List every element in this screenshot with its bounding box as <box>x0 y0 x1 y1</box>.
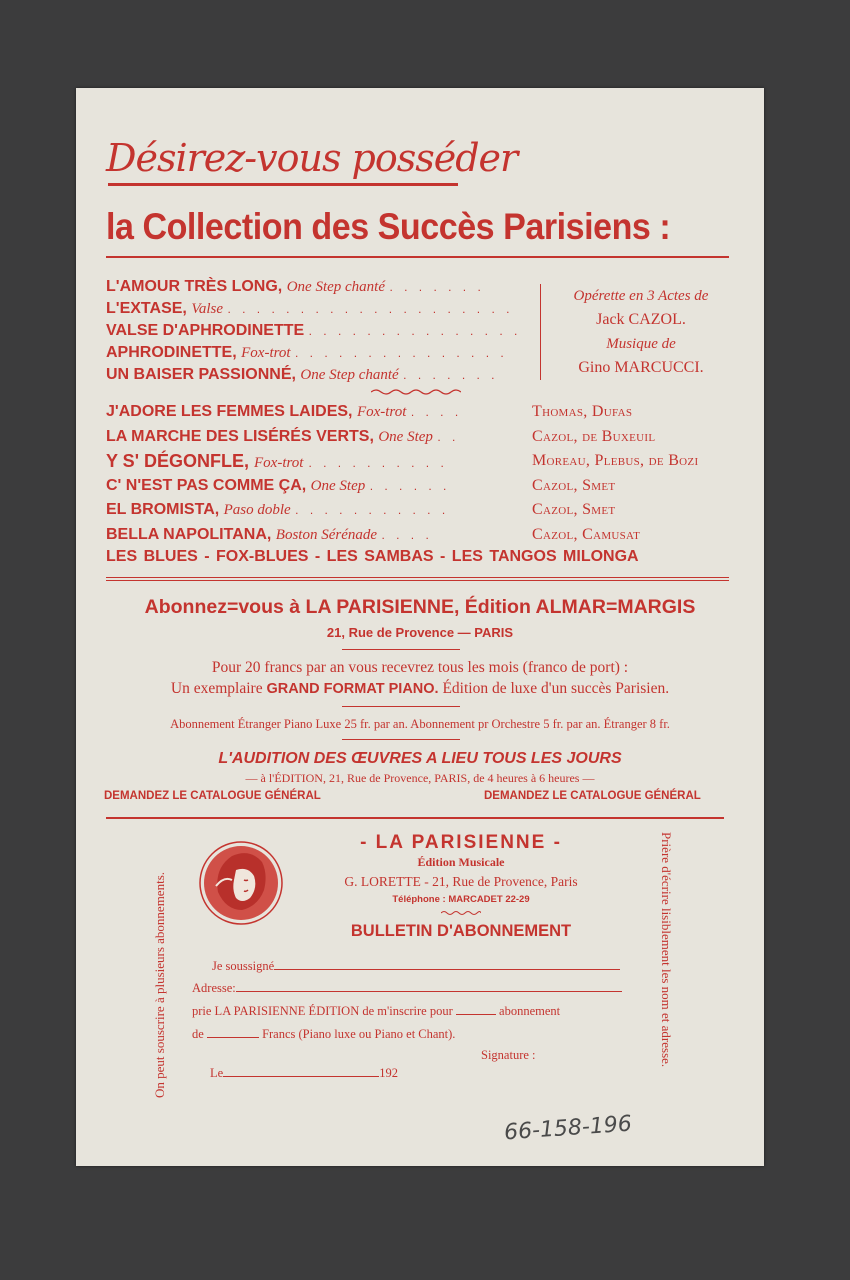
signature-label: Signature : <box>481 1048 536 1062</box>
francs-row <box>192 1027 455 1042</box>
subscription-address: 21, Rue de Provence — PARIS <box>326 625 514 640</box>
subscription-heading: Abonnez=vous à LA PARISIENNE, Édition ALMAR=MARGIS <box>144 596 696 618</box>
title-underline <box>108 183 458 186</box>
script-title: Désirez-vous posséder <box>106 136 518 180</box>
divider <box>342 649 460 650</box>
operetta-info <box>546 284 736 380</box>
archive-number: 66-158-196 <box>503 1111 633 1146</box>
genres-line: LES BLUES - FOX-BLUES - LES SAMBAS - LES TANGOS MILONGA <box>106 548 639 565</box>
right-vertical-note: Prière d'écrire lisiblement les nom et adresse. <box>659 832 674 1068</box>
list-item: C' N'EST PAS COMME ÇA, One Step . . . . . . Cazol, Smet <box>106 476 616 494</box>
song-credit: Cazol, de Buxeuil <box>532 427 656 445</box>
date-field[interactable] <box>223 1066 379 1077</box>
foreign-subscription: Abonnement Étranger Piano Luxe 25 fr. par an. Abonnement pr Orchestre 5 fr. par an. Étranger 8 fr. <box>170 717 670 731</box>
year-label: 192 <box>379 1066 398 1080</box>
address-field[interactable] <box>236 981 622 992</box>
song-credit: Cazol, Camusat <box>532 525 641 543</box>
date-row <box>210 1066 398 1081</box>
bulletin-heading: BULLETIN D'ABONNEMENT <box>350 922 572 940</box>
list-item: EL BROMISTA, Paso doble . . . . . . . . . . . Cazol, Smet <box>106 501 616 518</box>
soussigne-label: Je soussigné <box>212 959 275 973</box>
adresse-row <box>192 981 622 996</box>
song-list <box>106 401 736 548</box>
audition-heading: L'AUDITION DES ŒUVRES A LIEU TOUS LES JOURS <box>218 750 622 767</box>
double-rule-bottom <box>106 580 729 581</box>
francs-label: Francs (Piano luxe ou Piano et Chant). <box>262 1027 456 1041</box>
main-title: la Collection des Succès Parisiens : <box>106 206 671 247</box>
offer-line-2 <box>76 680 764 698</box>
lady-portrait-logo <box>198 840 284 926</box>
sheet-music-advertisement <box>76 88 764 1166</box>
bulletin-brand: - LA PARISIENNE - <box>360 832 562 853</box>
de-label: de <box>192 1027 204 1041</box>
double-rule-top <box>106 577 729 578</box>
offer-text: Édition de luxe d'un succès Parisien. <box>442 680 670 697</box>
bulletin-edition: Édition Musicale <box>417 855 505 869</box>
header-rule <box>106 256 729 258</box>
wavy-ornament <box>371 388 461 396</box>
catalogue-right: DEMANDEZ LE CATALOGUE GÉNÉRAL <box>484 790 701 802</box>
song-credit: Cazol, Smet <box>532 501 616 518</box>
list-item: L'EXTASE, Valse . . . . . . . . . . . . . . . . . . . . <box>106 300 514 317</box>
operetta-author: Jack CAZOL. <box>596 311 686 328</box>
music-label: Musique de <box>606 336 676 352</box>
divider <box>342 739 460 740</box>
bulletin-publisher: G. LORETTE - 21, Rue de Provence, Paris <box>344 874 578 889</box>
prie-label: prie LA PARISIENNE ÉDITION de m'inscrire pour <box>192 1004 453 1018</box>
list-item: APHRODINETTE, Fox-trot . . . . . . . . . . . . . . . <box>106 344 508 361</box>
list-item: Y S' DÉGONFLE, Fox-trot . . . . . . . . . . Moreau, Plebus, de Bozi <box>106 451 699 471</box>
list-item: LA MARCHE DES LISÉRÉS VERTS, One Step . . Cazol, de Buxeuil <box>106 427 656 445</box>
adresse-label: Adresse: <box>192 981 236 995</box>
list-item: UN BAISER PASSIONNÉ, One Step chanté . . . . . . . <box>106 366 499 383</box>
soussigne-row <box>212 959 620 974</box>
prie-row <box>192 1004 560 1019</box>
name-field[interactable] <box>274 959 620 970</box>
left-vertical-note: On peut souscrire à plusieurs abonnements. <box>152 871 167 1098</box>
operetta-label: Opérette en 3 Actes de <box>573 288 709 304</box>
operetta-song-list <box>106 276 521 386</box>
operetta-bracket <box>540 284 541 380</box>
list-item: VALSE D'APHRODINETTE . . . . . . . . . . . . . . . <box>106 322 522 339</box>
offer-line-1: Pour 20 francs par an vous recevrez tous les mois (franco de port) : <box>211 659 629 676</box>
section-rule <box>106 817 724 819</box>
list-item: BELLA NAPOLITANA, Boston Sérénade . . . . Cazol, Camusat <box>106 525 641 543</box>
list-item: L'AMOUR TRÈS LONG, One Step chanté . . . . . . . <box>106 278 485 295</box>
wavy-ornament <box>441 910 481 916</box>
composer: Gino MARCUCCI. <box>578 359 704 376</box>
offer-text: Un exemplaire <box>170 680 263 697</box>
audition-detail: — à l'ÉDITION, 21, Rue de Provence, PARIS, de 4 heures à 6 heures — <box>245 771 595 785</box>
offer-format: GRAND FORMAT PIANO. <box>266 681 439 697</box>
list-item: J'ADORE LES FEMMES LAIDES, Fox-trot . . . . Thomas, Dufas <box>106 403 633 420</box>
song-credit: Moreau, Plebus, de Bozi <box>532 452 699 469</box>
divider <box>342 706 460 707</box>
amount-field[interactable] <box>207 1027 259 1038</box>
quantity-field[interactable] <box>456 1004 496 1015</box>
song-credit: Thomas, Dufas <box>532 403 633 420</box>
le-label: Le <box>210 1066 224 1080</box>
song-credit: Cazol, Smet <box>532 476 616 494</box>
bulletin-phone: Téléphone : MARCADET 22-29 <box>392 894 530 905</box>
catalogue-left: DEMANDEZ LE CATALOGUE GÉNÉRAL <box>104 790 321 802</box>
abonnement-label: abonnement <box>499 1004 561 1018</box>
